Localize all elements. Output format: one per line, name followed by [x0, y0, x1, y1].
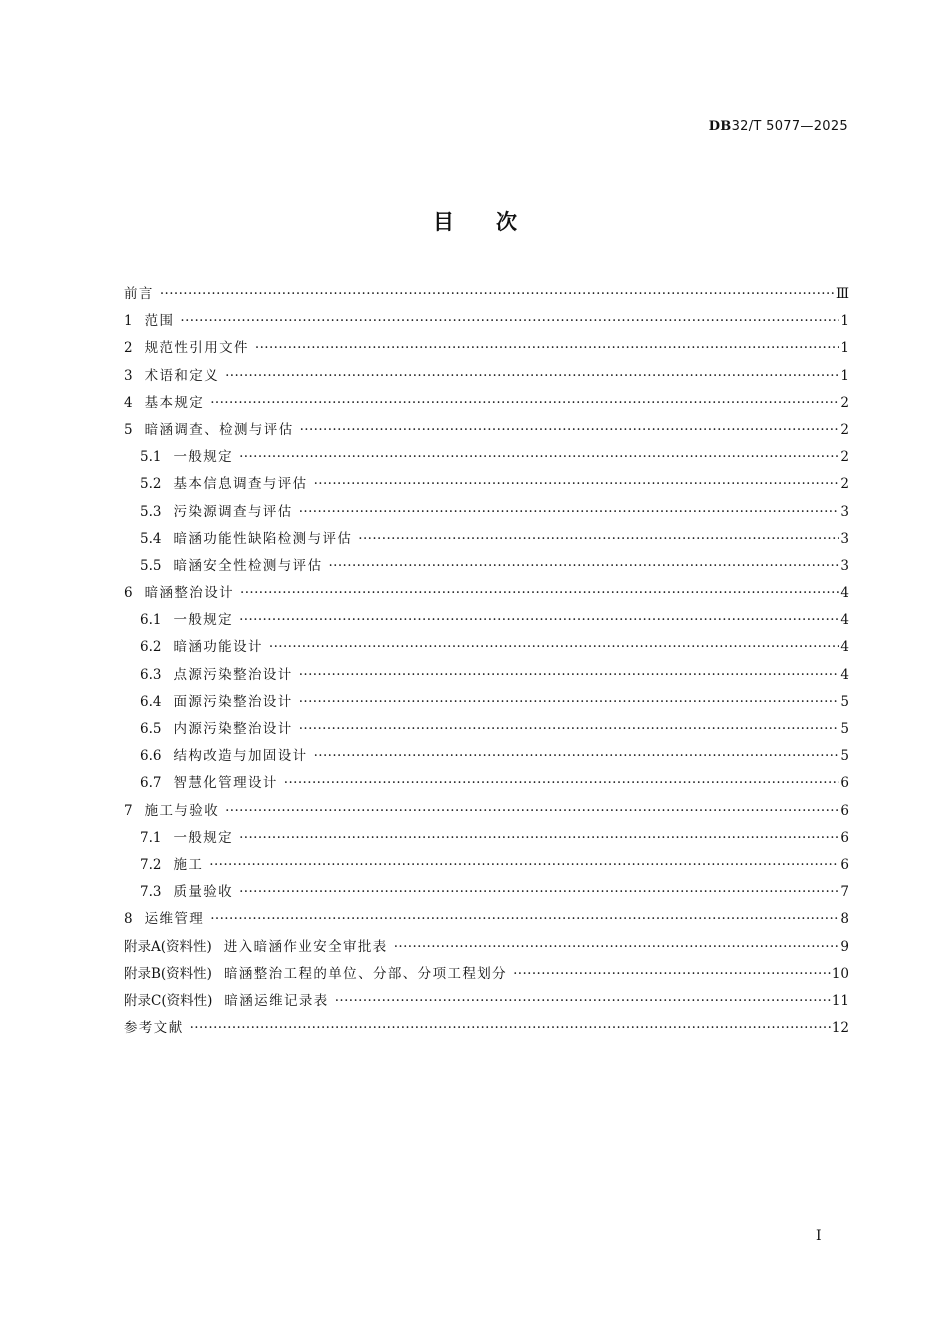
toc-entry-title: 点源污染整治设计	[173, 666, 293, 683]
toc-entry-title: 规范性引用文件	[144, 340, 249, 357]
toc-entry-title: 术语和定义	[144, 367, 220, 384]
toc-entry[interactable]	[124, 471, 849, 498]
dot-leader	[300, 417, 840, 444]
toc-entry-number: 5.1	[140, 449, 162, 466]
toc-entry-number: 3	[124, 367, 133, 384]
toc-entry-number: 5.2	[140, 476, 162, 493]
toc-entry-title: 运维管理	[144, 911, 205, 928]
toc-entry[interactable]	[124, 662, 849, 689]
toc-entry[interactable]	[124, 689, 849, 716]
dot-leader	[335, 988, 831, 1015]
toc-entry-page: 5	[840, 693, 849, 710]
toc-entry-title: 智慧化管理设计	[173, 775, 278, 792]
toc-entry-title: 基本规定	[144, 394, 205, 411]
dot-leader	[284, 770, 840, 797]
dot-leader	[160, 281, 835, 308]
dot-leader	[513, 961, 831, 988]
toc-entry-page: 2	[840, 476, 849, 493]
toc-entry-page: 6	[840, 829, 849, 846]
toc-entry-page: 5	[840, 721, 849, 737]
toc-entry[interactable]	[124, 906, 849, 933]
toc-entry[interactable]	[124, 363, 849, 390]
toc-entry-title: 前言	[124, 286, 154, 302]
toc-entry-page: 12	[831, 1020, 849, 1037]
toc-entry-title: 暗涵整治工程的单位、分部、分项工程划分	[223, 965, 508, 982]
dot-leader	[239, 825, 839, 852]
dot-leader	[299, 716, 840, 743]
toc-entry-page: 10	[831, 965, 849, 982]
toc-entry-number: 6	[124, 585, 133, 602]
standard-number	[709, 119, 848, 134]
dot-leader	[299, 662, 840, 689]
toc-entry[interactable]	[124, 1015, 849, 1042]
page-title: 目次	[433, 210, 559, 234]
toc-entry-title: 结构改造与加固设计	[173, 748, 308, 765]
toc-entry-number: 7	[124, 802, 133, 819]
dot-leader	[180, 308, 839, 335]
toc-entry-number: 8	[124, 911, 133, 928]
toc-entry-number: 6.4	[140, 693, 162, 710]
toc-entry-title: 参考文献	[124, 1020, 184, 1037]
dot-leader	[394, 934, 840, 961]
toc-entry-number: 6.5	[140, 721, 162, 737]
toc-entry[interactable]	[124, 580, 849, 607]
standard-year: 5077—2025	[766, 119, 848, 134]
standard-code: 32/T	[731, 119, 762, 134]
toc-entry-page: 11	[831, 992, 849, 1009]
toc-entry-page: 3	[840, 557, 849, 574]
table-of-contents	[124, 281, 849, 1042]
toc-entry[interactable]	[124, 798, 849, 825]
toc-entry[interactable]	[124, 743, 849, 770]
dot-leader	[328, 553, 839, 580]
toc-entry-page: 1	[840, 367, 849, 384]
toc-entry-title: 质量验收	[173, 884, 234, 901]
toc-entry[interactable]	[124, 390, 849, 417]
toc-entry[interactable]	[124, 961, 849, 988]
dot-leader	[225, 798, 839, 825]
toc-entry[interactable]	[124, 499, 849, 526]
toc-entry-page: 7	[840, 884, 849, 901]
toc-entry-title: 一般规定	[173, 612, 234, 629]
dot-leader	[239, 607, 839, 634]
toc-entry-page: 1	[840, 313, 849, 330]
toc-entry[interactable]	[124, 716, 849, 743]
toc-entry[interactable]	[124, 444, 849, 471]
toc-entry[interactable]	[124, 988, 849, 1015]
toc-entry[interactable]	[124, 553, 849, 580]
dot-leader	[314, 743, 840, 770]
dot-leader	[209, 852, 839, 879]
toc-entry-page: 6	[840, 802, 849, 819]
dot-leader	[210, 390, 839, 417]
toc-entry-page: 2	[840, 421, 849, 438]
toc-entry-number: 6.7	[140, 775, 162, 792]
toc-entry-number: 2	[124, 340, 133, 357]
toc-entry-title: 基本信息调查与评估	[173, 476, 308, 493]
toc-entry[interactable]	[124, 335, 849, 362]
toc-entry-number: 5.3	[140, 503, 162, 520]
toc-entry-title: 施工与验收	[144, 802, 220, 819]
toc-entry-number: 6.3	[140, 666, 162, 683]
toc-entry-number: 附录B(资料性)	[124, 965, 212, 982]
toc-entry-title: 暗涵调查、检测与评估	[144, 421, 294, 438]
toc-entry-number: 7.2	[140, 856, 162, 873]
toc-entry-number: 4	[124, 394, 133, 411]
toc-entry-title: 进入暗涵作业安全审批表	[223, 938, 388, 955]
toc-entry-number: 6.6	[140, 748, 162, 765]
toc-entry-title: 面源污染整治设计	[173, 693, 293, 710]
dot-leader	[225, 363, 839, 390]
toc-entry-title: 暗涵功能设计	[173, 639, 263, 656]
dot-leader	[255, 335, 840, 362]
standard-prefix: DB	[708, 119, 732, 134]
toc-entry-page: 3	[840, 503, 849, 520]
toc-entry-title: 内源污染整治设计	[173, 721, 293, 737]
dot-leader	[240, 580, 839, 607]
toc-entry[interactable]	[124, 825, 849, 852]
toc-entry[interactable]	[124, 281, 849, 308]
toc-entry-page: 4	[840, 639, 849, 656]
toc-entry-page: Ⅲ	[835, 286, 849, 302]
dot-leader	[299, 499, 840, 526]
dot-leader	[314, 471, 840, 498]
toc-entry-page: 5	[840, 748, 849, 765]
toc-entry-number: 5.4	[140, 530, 162, 547]
toc-entry[interactable]	[124, 308, 849, 335]
toc-entry-number: 5	[124, 421, 133, 438]
toc-entry[interactable]	[124, 879, 849, 906]
toc-entry-number: 1	[124, 313, 133, 330]
toc-entry[interactable]	[124, 417, 849, 444]
toc-entry-number: 7.3	[140, 884, 162, 901]
dot-leader	[190, 1015, 831, 1042]
toc-entry-title: 暗涵运维记录表	[224, 992, 329, 1009]
toc-entry-page: 3	[840, 530, 849, 547]
toc-entry[interactable]	[124, 934, 849, 961]
dot-leader	[239, 879, 839, 906]
toc-entry-number: 附录A(资料性)	[124, 938, 212, 955]
toc-entry[interactable]	[124, 770, 849, 797]
toc-entry-title: 施工	[173, 856, 204, 873]
toc-entry[interactable]	[124, 634, 849, 661]
toc-entry-page: 6	[840, 856, 849, 873]
toc-entry-page: 9	[840, 938, 849, 955]
toc-entry[interactable]	[124, 526, 849, 553]
dot-leader	[358, 526, 839, 553]
toc-entry[interactable]	[124, 607, 849, 634]
page-number: I	[816, 1228, 822, 1244]
toc-entry-title: 一般规定	[173, 449, 234, 466]
toc-entry-page: 2	[840, 394, 849, 411]
dot-leader	[210, 906, 839, 933]
toc-entry-title: 暗涵整治设计	[144, 585, 234, 602]
dot-leader	[269, 634, 840, 661]
toc-entry-page: 8	[840, 911, 849, 928]
toc-entry-number: 6.1	[140, 612, 162, 629]
toc-entry-number: 6.2	[140, 639, 162, 656]
toc-entry-title: 暗涵安全性检测与评估	[173, 557, 323, 574]
toc-entry-page: 6	[840, 775, 849, 792]
toc-entry-title: 污染源调查与评估	[173, 503, 293, 520]
toc-entry-title: 暗涵功能性缺陷检测与评估	[173, 530, 353, 547]
toc-entry[interactable]	[124, 852, 849, 879]
toc-entry-page: 1	[840, 340, 849, 357]
toc-entry-page: 2	[840, 449, 849, 466]
toc-entry-number: 附录C(资料性)	[124, 992, 213, 1009]
toc-entry-page: 4	[840, 666, 849, 683]
dot-leader	[299, 689, 840, 716]
toc-entry-page: 4	[840, 612, 849, 629]
dot-leader	[239, 444, 839, 471]
toc-entry-title: 范围	[144, 313, 175, 330]
toc-entry-number: 7.1	[140, 829, 162, 846]
toc-entry-page: 4	[840, 585, 849, 602]
toc-entry-number: 5.5	[140, 557, 162, 574]
toc-entry-title: 一般规定	[173, 829, 234, 846]
